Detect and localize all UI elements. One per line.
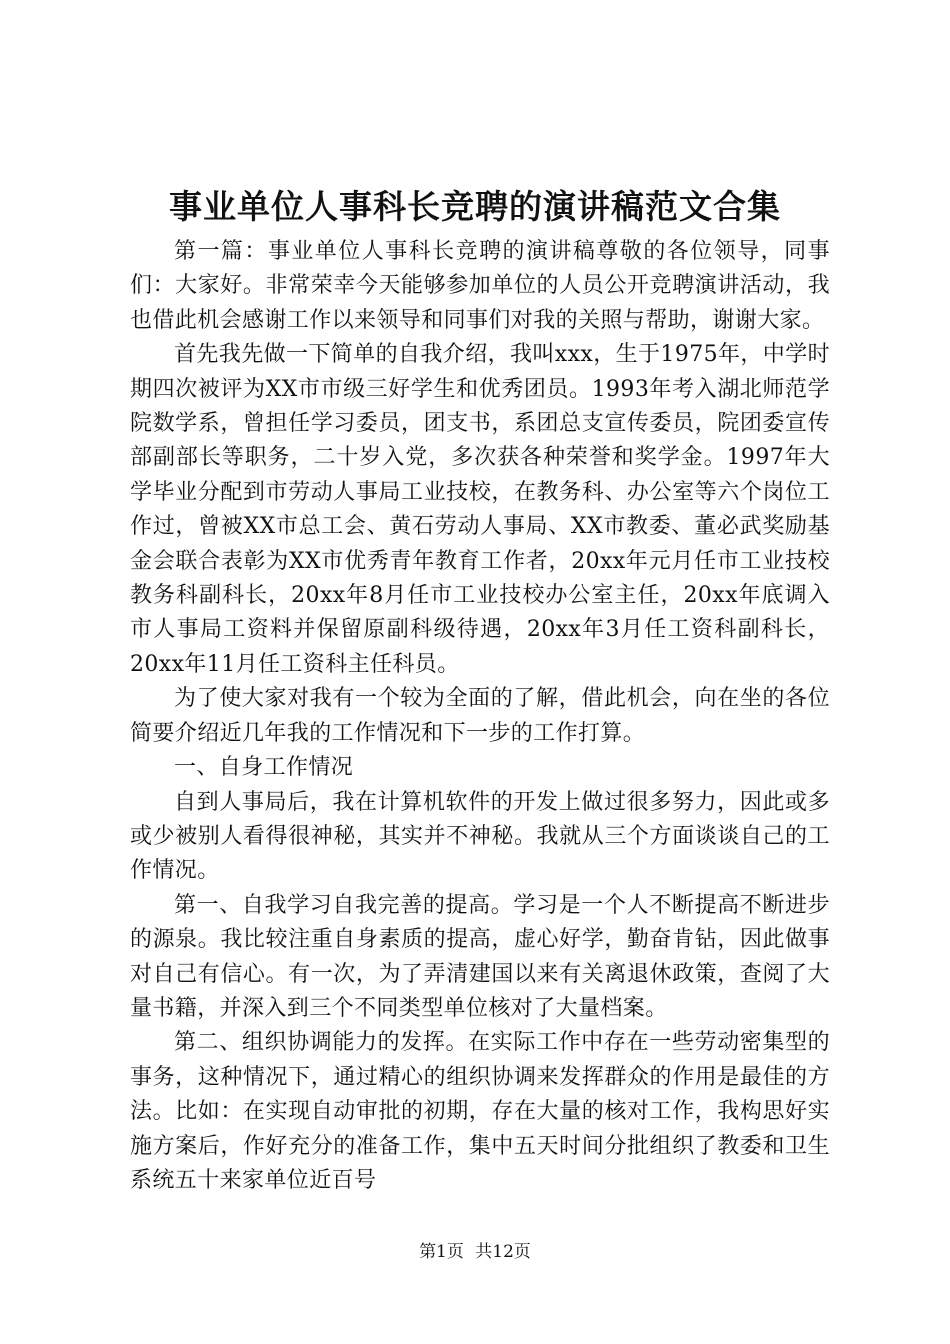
paragraph-6: 第二、组织协调能力的发挥。在实际工作中存在一些劳动密集型的事务，这种情况下，通过精心的组织协调来发挥群众的作用是最佳的方法。比如：在实现自动审批的初期，存在大量的核对工作，我构思好实施方案后，作好充分的准备工作，集中五天时间分批组织了教委和卫生系统五十来家单位近百号 — [130, 1030, 830, 1193]
document-title: 事业单位人事科长竞聘的演讲稿范文合集 — [169, 187, 781, 226]
paragraph-5: 第一、自我学习自我完善的提高。学习是一个人不断提高不断进步的源泉。我比较注重自身素质的提高，虚心好学，勤奋肯钻，因此做事对自己有信心。有一次，为了弄清建国以来有关离退休政策，查阅了大量书籍，并深入到三个不同类型单位核对了大量档案。 — [130, 892, 830, 1021]
paragraph-1: 第一篇：事业单位人事科长竞聘的演讲稿尊敬的各位领导，同事们：大家好。非常荣幸今天能够参加单位的人员公开竞聘演讲活动，我也借此机会感谢工作以来领导和同事们对我的关照与帮助，谢谢大家。 — [130, 239, 830, 333]
section-heading: 一、自身工作情况 — [174, 755, 354, 781]
paragraph-2: 首先我先做一下简单的自我介绍，我叫xxx，生于1975年，中学时期四次被评为XX市市级三好学生和优秀团员。1993年考入湖北师范学院数学系，曾担任学习委员，团支书，系团总支宣传委员，院团委宣传部副部长等职务，二十岁入党，多次获各种荣誉和奖学金。1997年大学毕业分配到市劳动人事局工业技校，在教务科、办公室等六个岗位工作过，曾被XX市总工会、黄石劳动人事局、XX市教委、董必武奖励基金会联合表彰为XX市优秀青年教育工作者，20xx年元月任市工业技校教务科副科长，20xx年8月任市工业技校办公室主任，20xx年底调入市人事局工资料并保留原副科级待遇，20xx年3月任工资科副科长，20xx年11月任工资科主任科员。 — [130, 342, 831, 677]
paragraph-3: 为了使大家对我有一个较为全面的了解，借此机会，向在坐的各位简要介绍近几年我的工作情况和下一步的工作打算。 — [130, 686, 830, 746]
document-body — [130, 235, 830, 1198]
page-number-footer: 第1页 共12页 — [419, 1242, 531, 1262]
paragraph-4: 自到人事局后，我在计算机软件的开发上做过很多努力，因此或多或少被别人看得很神秘，其实并不神秘。我就从三个方面谈谈自己的工作情况。 — [130, 789, 830, 884]
